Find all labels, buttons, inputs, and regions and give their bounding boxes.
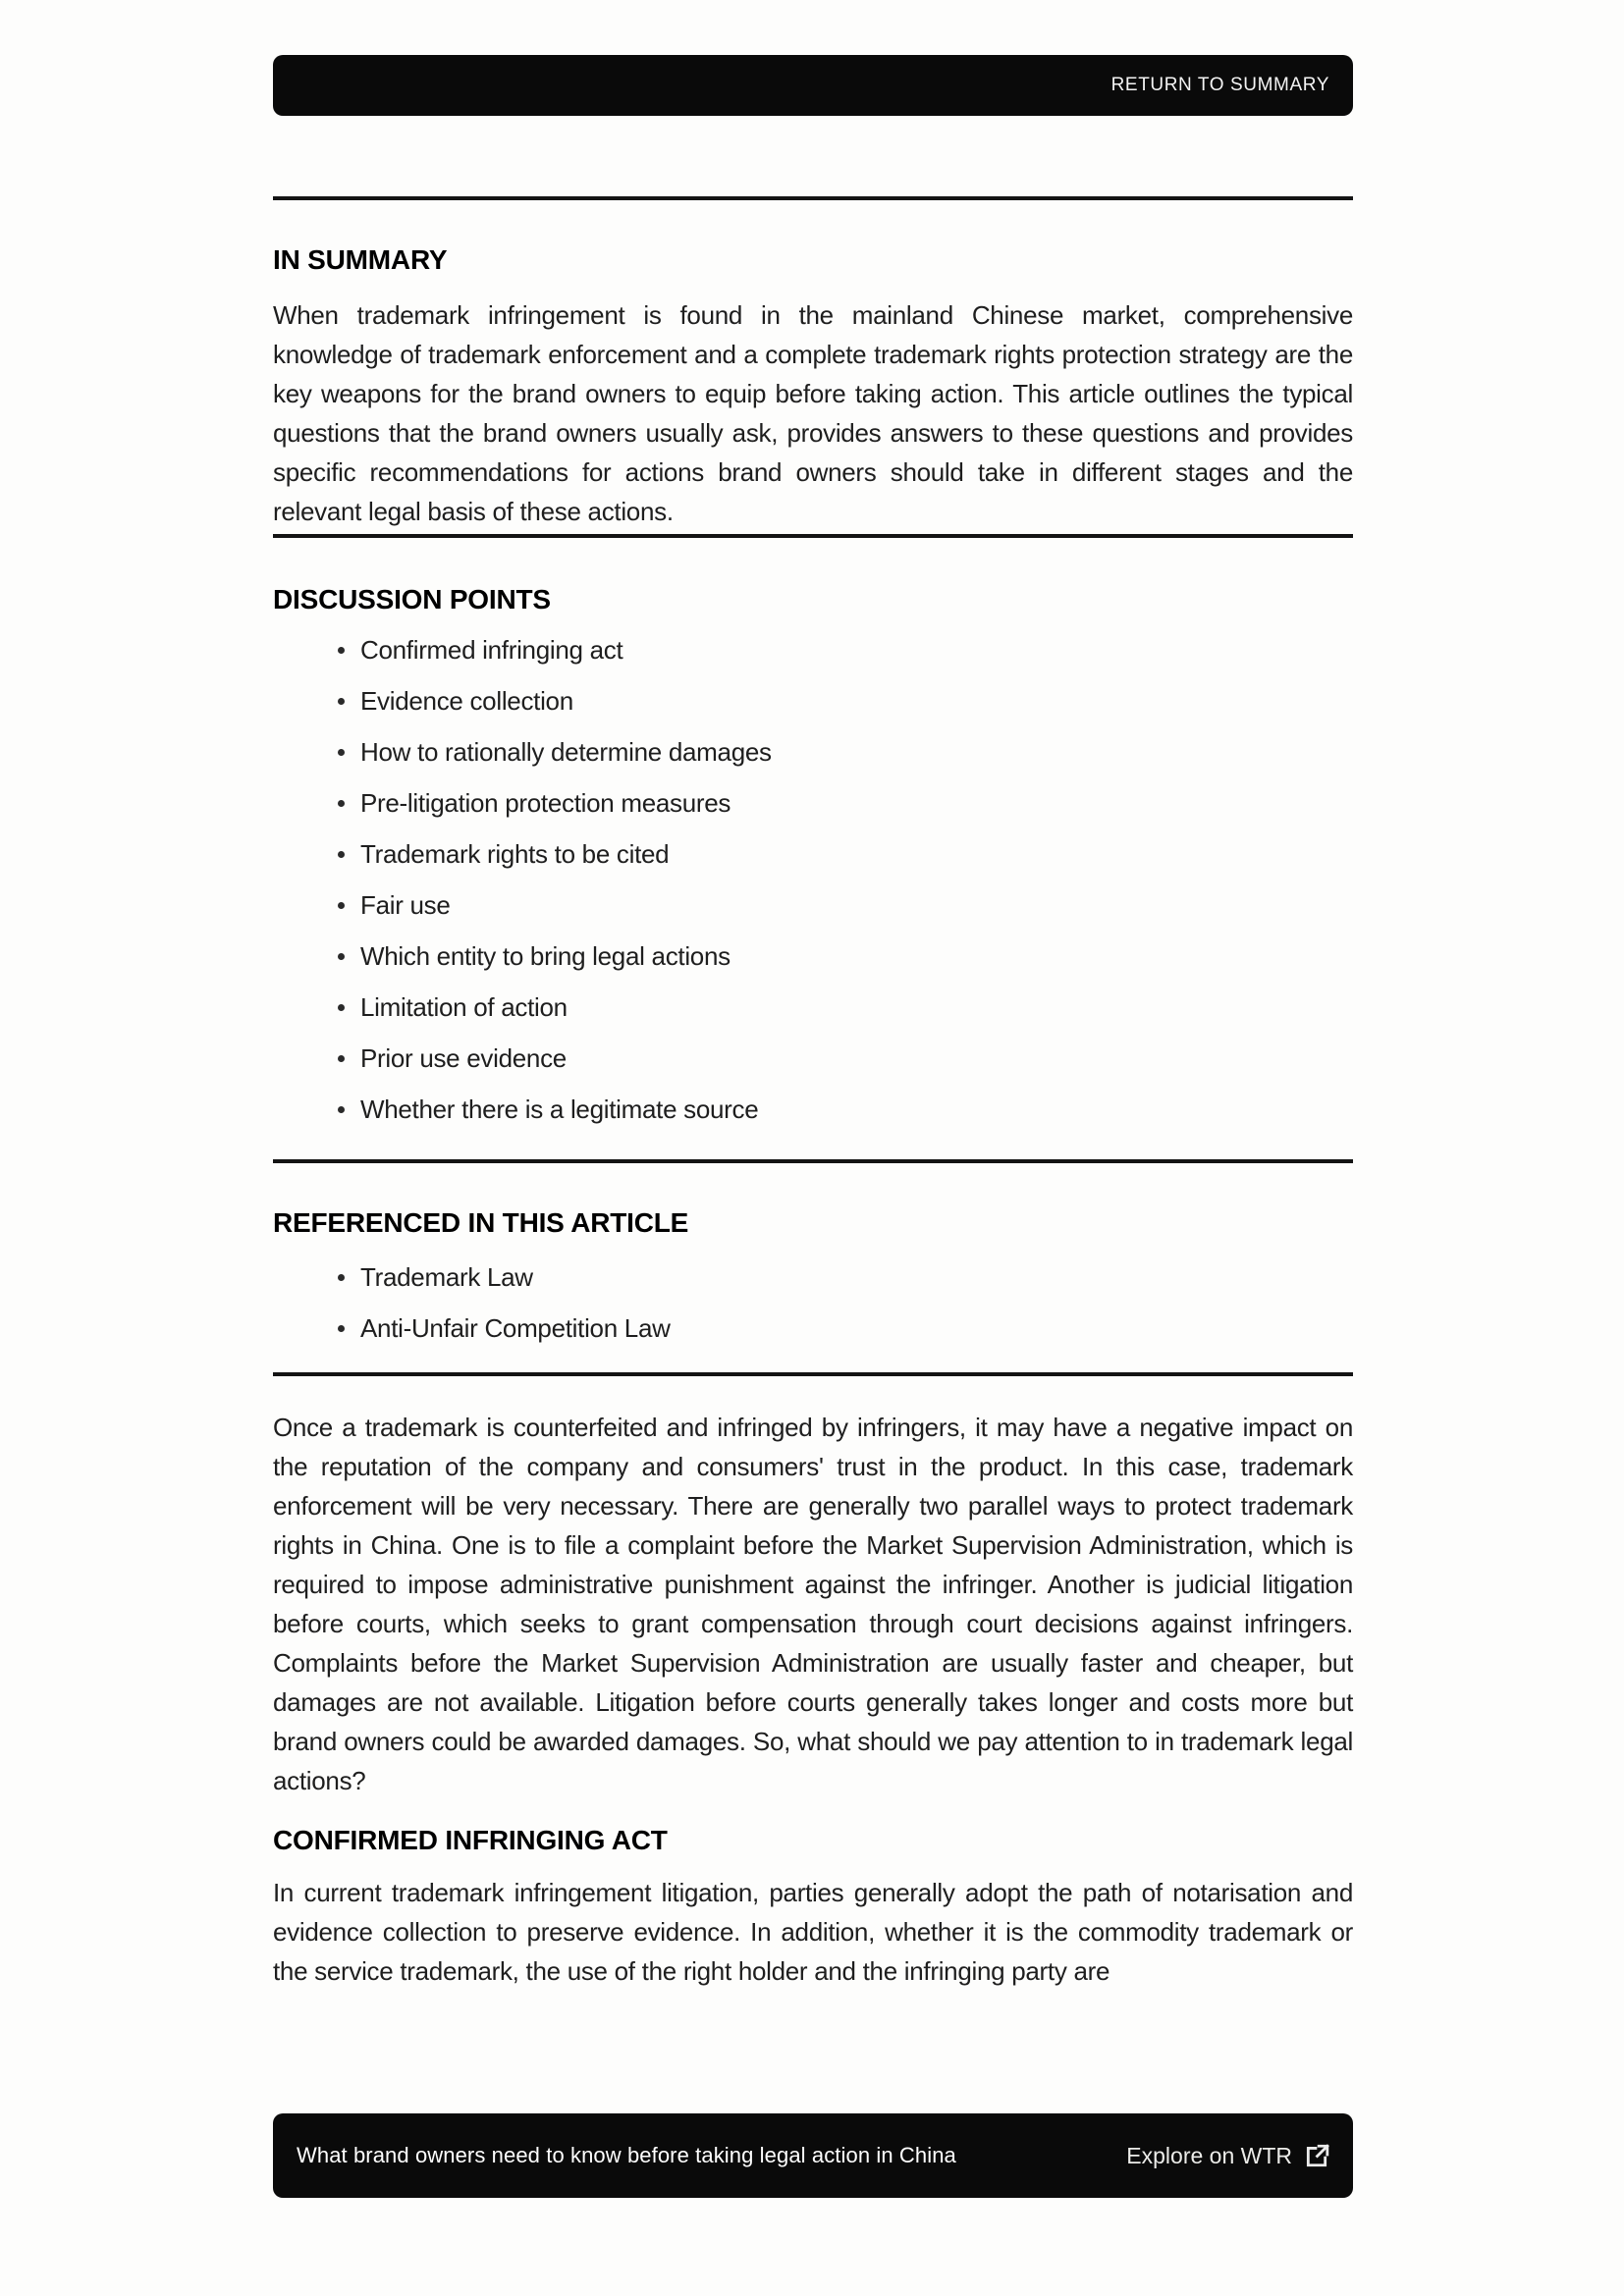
return-to-summary-button[interactable] <box>273 55 1353 116</box>
referenced-heading: REFERENCED IN THIS ARTICLE <box>273 1207 689 1238</box>
section-divider <box>273 534 1353 538</box>
section-divider <box>273 1159 1353 1163</box>
list-item: Fair use <box>273 880 1353 931</box>
discussion-points-heading: DISCUSSION POINTS <box>273 584 551 614</box>
list-item: How to rationally determine damages <box>273 726 1353 777</box>
in-summary-paragraph: When trademark infringement is found in the mainland Chinese market, comprehensive knowledge of trademark enforcement and a complete trademark rights protection strategy are the key weapons for the brand owners to equip before taking action. This article outlines the typical questions that the brand owners usually ask, provides answers to these questions and provides specific recommendations for actions brand owners should take in different stages and the relevant legal basis of these actions. <box>273 300 1353 526</box>
discussion-points-list <box>273 624 1353 1135</box>
list-item: Prior use evidence <box>273 1033 1353 1084</box>
return-to-summary-label: RETURN TO SUMMARY <box>1110 75 1329 95</box>
in-summary-heading: IN SUMMARY <box>273 244 448 275</box>
list-item: Pre-litigation protection measures <box>273 777 1353 828</box>
list-item: Which entity to bring legal actions <box>273 931 1353 982</box>
list-item: Evidence collection <box>273 675 1353 726</box>
section-divider <box>273 1372 1353 1376</box>
explore-on-wtr-link[interactable] <box>1126 2143 1329 2169</box>
confirmed-infringing-act-paragraph: In current trademark infringement litigation, parties generally adopt the path of notarisation and evidence collection to preserve evidence. In addition, whether it is the commodity trademark or the service trademark, the use of the right holder and the infringing party are <box>273 1878 1353 1986</box>
footer-bar <box>273 2113 1353 2198</box>
list-item: Trademark rights to be cited <box>273 828 1353 880</box>
referenced-list <box>273 1252 1353 1354</box>
external-link-icon <box>1304 2143 1329 2168</box>
list-item: Whether there is a legitimate source <box>273 1084 1353 1135</box>
intro-paragraph: Once a trademark is counterfeited and infringed by infringers, it may have a negative impact on the reputation of the company and consumers' trust in the product. In this case, trademark enforcement will be very necessary. There are generally two parallel ways to protect trademark rights in China. One is to file a complaint before the Market Supervision Administration, which is required to impose administrative punishment against the infringer. Another is judicial litigation before courts, which seeks to grant compensation through court decisions against infringers. Complaints before the Market Supervision Administration are usually faster and cheaper, but damages are not available. Litigation before courts generally takes longer and costs more but brand owners could be awarded damages. So, what should we pay attention to in trademark legal actions? <box>273 1413 1353 1795</box>
list-item: Confirmed infringing act <box>273 624 1353 675</box>
footer-article-title: What brand owners need to know before taking legal action in China <box>297 2143 956 2167</box>
confirmed-infringing-act-heading: CONFIRMED INFRINGING ACT <box>273 1825 668 1855</box>
list-item: Anti-Unfair Competition Law <box>273 1303 1353 1354</box>
list-item: Limitation of action <box>273 982 1353 1033</box>
list-item: Trademark Law <box>273 1252 1353 1303</box>
section-divider <box>273 196 1353 200</box>
explore-on-wtr-label: Explore on WTR <box>1126 2142 1292 2168</box>
